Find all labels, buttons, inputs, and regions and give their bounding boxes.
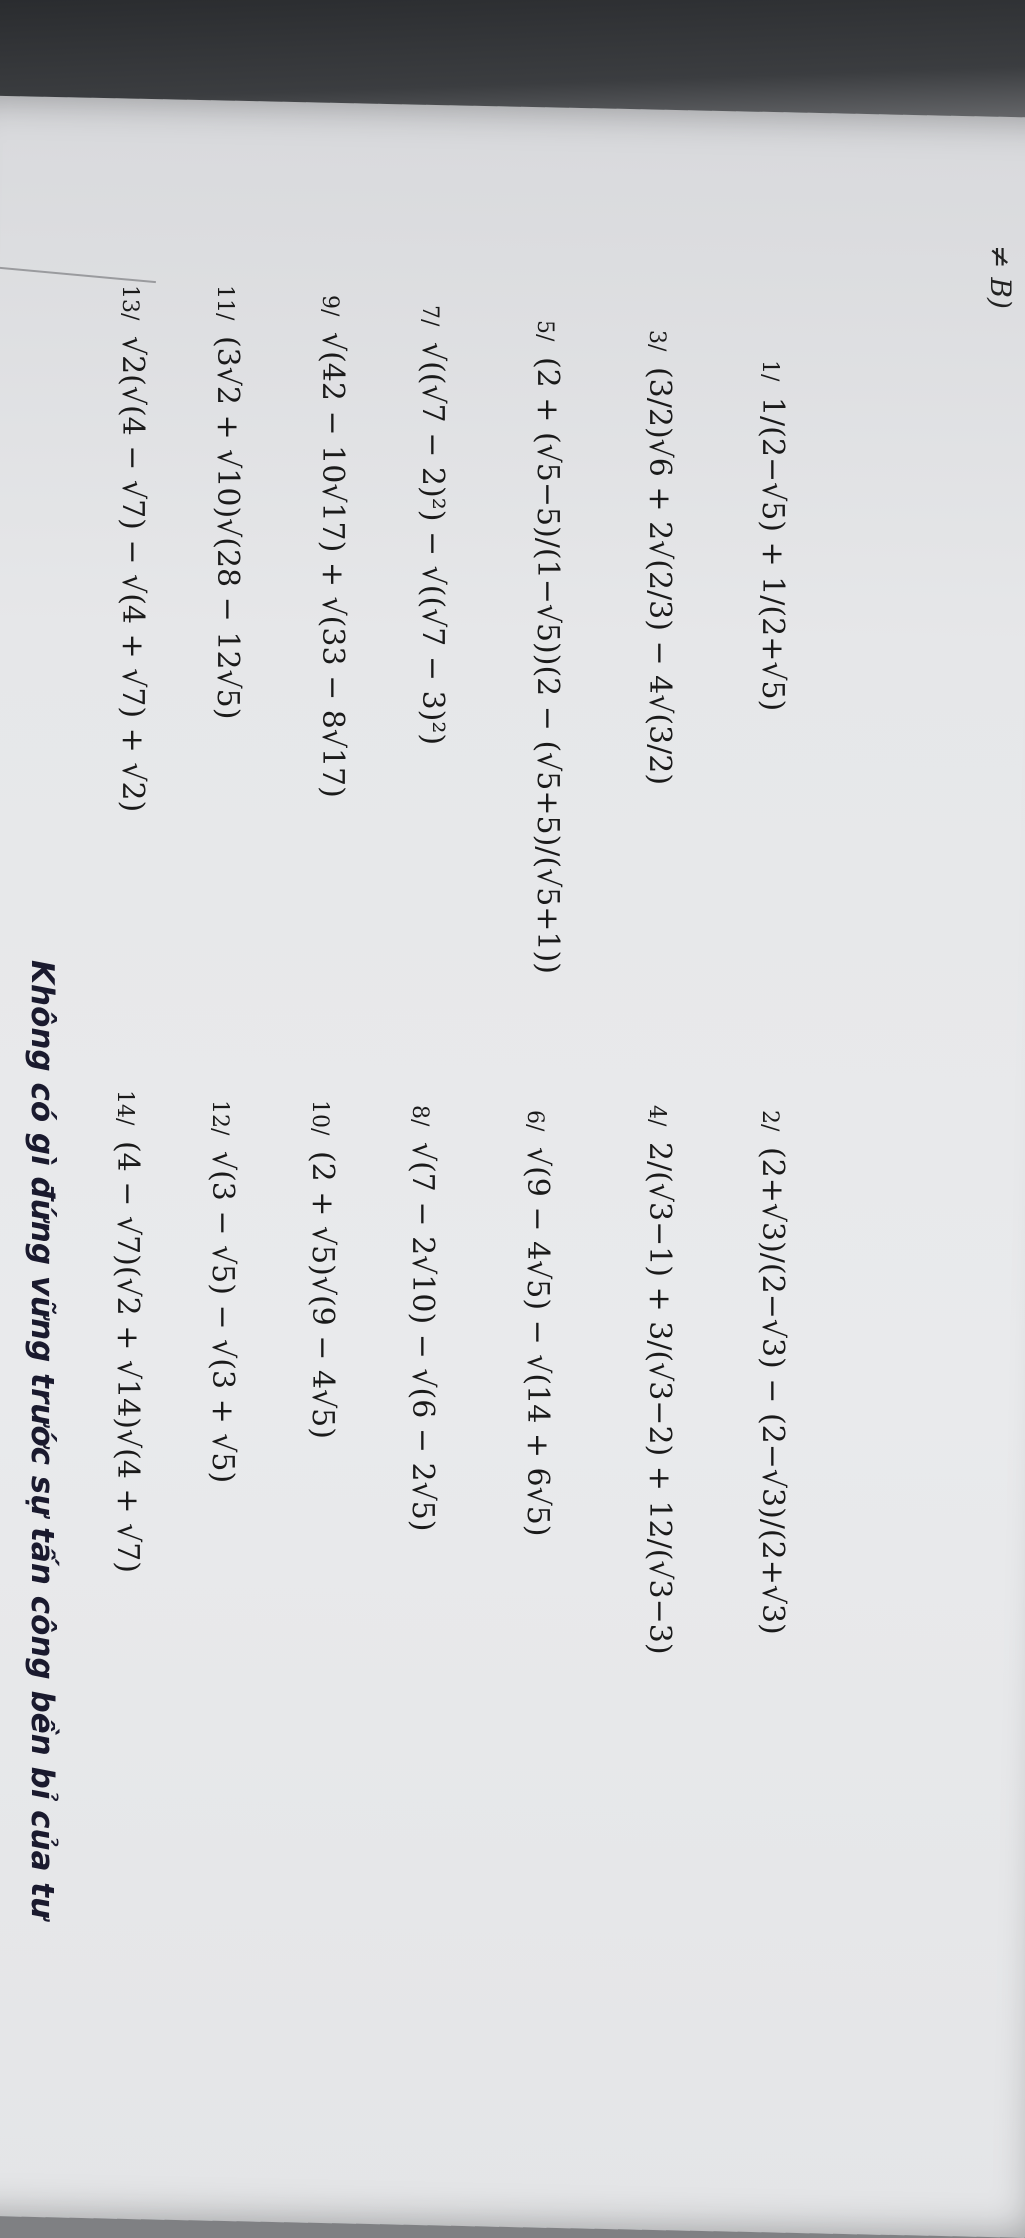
problem-number: 10/ [307, 1100, 332, 1136]
problem-11 [210, 285, 245, 719]
problem-1 [755, 360, 790, 711]
problem-13 [115, 285, 150, 812]
problem-expression: 1/(2−√5) + 1/(2+√5) [755, 396, 790, 712]
problem-expression: (4 − √7)(√2 + √14)√(4 + √7) [110, 1140, 145, 1573]
problem-8 [405, 1105, 440, 1532]
problem-10 [305, 1100, 340, 1439]
problem-9 [315, 295, 350, 798]
problem-4 [642, 1105, 677, 1655]
problem-number: 12/ [207, 1100, 232, 1136]
problem-number: 14/ [112, 1090, 137, 1126]
problem-6 [520, 1110, 555, 1537]
problem-3 [642, 330, 677, 785]
problem-expression: √2(√(4 − √7) − √(4 + √7) + √2) [115, 335, 150, 813]
problem-expression: √((√7 − 2)²) − √((√7 − 3)²) [415, 341, 450, 746]
problem-number: 3/ [644, 330, 669, 352]
problem-number: 2/ [757, 1110, 782, 1132]
problem-number: 5/ [532, 320, 557, 342]
problem-expression: (3√2 + √10)√(28 − 12√5) [210, 335, 245, 720]
problem-number: 11/ [212, 285, 237, 321]
problem-expression: (2 + √5)√(9 − 4√5) [305, 1150, 340, 1439]
problem-14 [110, 1090, 145, 1573]
problem-expression: √(42 − 10√17) + √(33 − 8√17) [315, 331, 350, 798]
footer-quote: Không có gì đứng vững trước sự tấn công bền bỉ của tư [24, 960, 60, 1920]
problem-12 [205, 1100, 240, 1483]
problem-number: 8/ [407, 1105, 432, 1127]
problem-number: 6/ [522, 1110, 547, 1132]
problem-5 [530, 320, 565, 974]
problem-number: 13/ [117, 285, 142, 321]
problem-number: 9/ [317, 295, 342, 317]
problem-expression: 2/(√3−1) + 3/(√3−2) + 12/(√3−3) [642, 1141, 677, 1655]
problem-2 [755, 1110, 790, 1635]
problem-expression: (2+√3)/(2−√3) − (2−√3)/(2+√3) [755, 1146, 790, 1635]
problem-expression: (2 + (√5−5)/(1−√5))(2 − (√5+5)/(√5+1)) [530, 356, 565, 974]
problem-expression: √(7 − 2√10) − √(6 − 2√5) [405, 1141, 440, 1532]
problem-expression: √(9 − 4√5) − √(14 + 6√5) [520, 1146, 555, 1537]
heading-fragment: ≠ B) [984, 245, 1017, 309]
problem-7 [415, 305, 450, 745]
problem-number: 1/ [757, 360, 782, 382]
problem-number: 7/ [417, 305, 442, 327]
problem-number: 4/ [644, 1105, 669, 1127]
problem-expression: (3/2)√6 + 2√(2/3) − 4√(3/2) [642, 366, 677, 786]
problem-expression: √(3 − √5) − √(3 + √5) [205, 1150, 240, 1484]
